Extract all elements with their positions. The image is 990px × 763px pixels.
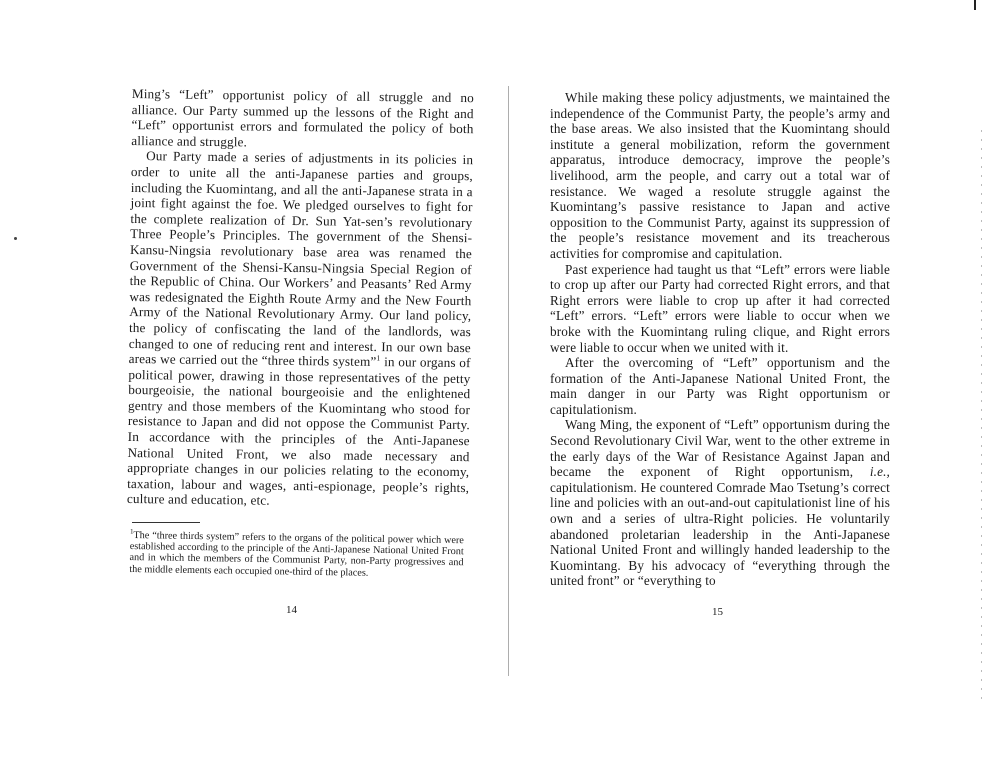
paragraph-text-continued: capitulationism. He countered Comrade Mao Tsetung’s correct line and policies with an out-and-out capitulationist line of his own and a series of ultra-Right policies. He voluntarily abandoned proletarian leadership in the Anti-Japanese National United Front and willingly handed leadership to the Kuomintang. By his advocacy of “everything through the united front” or “everything to xyxy=(550,479,890,589)
left-page-body xyxy=(127,86,474,511)
scan-edge-ticks xyxy=(981,130,982,700)
gutter-line xyxy=(508,86,509,676)
paragraph-text-continued: in our organs of political power, drawing in those representatives of the petty bourgeoisie, the national bourgeoisie and the enlightened gentry and those members of the Kuomintang who stood for resistance to Japan and did not oppose the Communist Party. In accordance with the principles of the Anti-Japanese National United Front, we also made necessary and appropriate changes in our policies relating to the economy, taxation, labour and wages, anti-espionage, people’s rights, culture and education, etc. xyxy=(126,354,471,509)
paragraph xyxy=(550,417,890,589)
paragraph: Past experience had taught us that “Left” errors were liable to crop up after our Party had corrected Right errors, and that Right errors were liable to crop up after it had corrected “Left” errors. “Left” errors were liable to occur when we broke with the Kuomintang ruling clique, and Right errors were liable to occur when we united with it. xyxy=(550,261,890,355)
scan-speck xyxy=(14,237,17,240)
footnote-text: The “three thirds system” refers to the organs of the political power which were established according to the principle of the Anti-Japanese National United Front and in which the members of the Communist Party, non-Party progressives and the middle elements each occupied one-third of the places. xyxy=(129,530,464,579)
paragraph-text: Wang Ming, the exponent of “Left” opportunism during the Second Revolutionary Civil War, went to the other extreme in the early days of the War of Resistance Against Japan and became the exponent of Right opportunism, xyxy=(550,417,890,480)
footnote xyxy=(129,527,464,580)
footnote-marker: 1 xyxy=(129,527,134,536)
footnote-divider xyxy=(132,522,200,523)
page-number-right: 15 xyxy=(712,606,723,618)
scan-edge-mark xyxy=(974,0,976,10)
paragraph: Ming’s “Left” opportunist policy of all struggle and no alliance. Our Party summed up the lessons of the Right and “Left” opportunist errors and formulated the policy of both alliance and struggle. xyxy=(131,86,474,150)
footnote-reference: 1 xyxy=(376,353,381,363)
right-page xyxy=(512,0,990,763)
right-page-body xyxy=(550,90,890,589)
paragraph-text: Our Party made a series of adjustments in its policies in order to unite all the anti-Japanese parties and groups, including the Kuomintang, and all the anti-Japanese strata in a joint fight against the foe. We pledged ourselves to fight for the complete realization of Dr. Sun Yat-sen’s revolutionary Three People’s Principles. The government of the Shensi-Kansu-Ningsia revolutionary base area was renamed the Government of the Shensi-Kansu-Ningsia Special Region of the Republic of China. Our Workers’ and Peasants’ Red Army was redesignated the Eighth Route Army and the New Fourth Army of the National Revolutionary Army. Our land policy, the policy of confiscating the land of the landlords, was changed to one of reducing rent and interest. In our own base areas we carried out the “three thirds system” xyxy=(128,148,474,370)
paragraph: While making these policy adjustments, we maintained the independence of the Communist Party, the people’s army and the base areas. We also insisted that the Kuomintang should institute a general mobilization, reform the government apparatus, introduce democracy, improve the people’s livelihood, arm the people, and carry out a total war of resistance. We waged a resolute struggle against the Kuomintang’s passive resistance to Japan and active opposition to the Communist Party, against its suppression of the people’s resistance movement and its treacherous activities for compromise and capitulation. xyxy=(550,90,890,261)
page-number-left: 14 xyxy=(286,604,297,616)
paragraph: After the overcoming of “Left” opportunism and the formation of the Anti-Japanese National United Front, the main danger in our Party was Right opportunism or capitulationism. xyxy=(550,355,890,417)
paragraph xyxy=(127,148,473,511)
italic-abbreviation: i.e., xyxy=(869,464,890,480)
